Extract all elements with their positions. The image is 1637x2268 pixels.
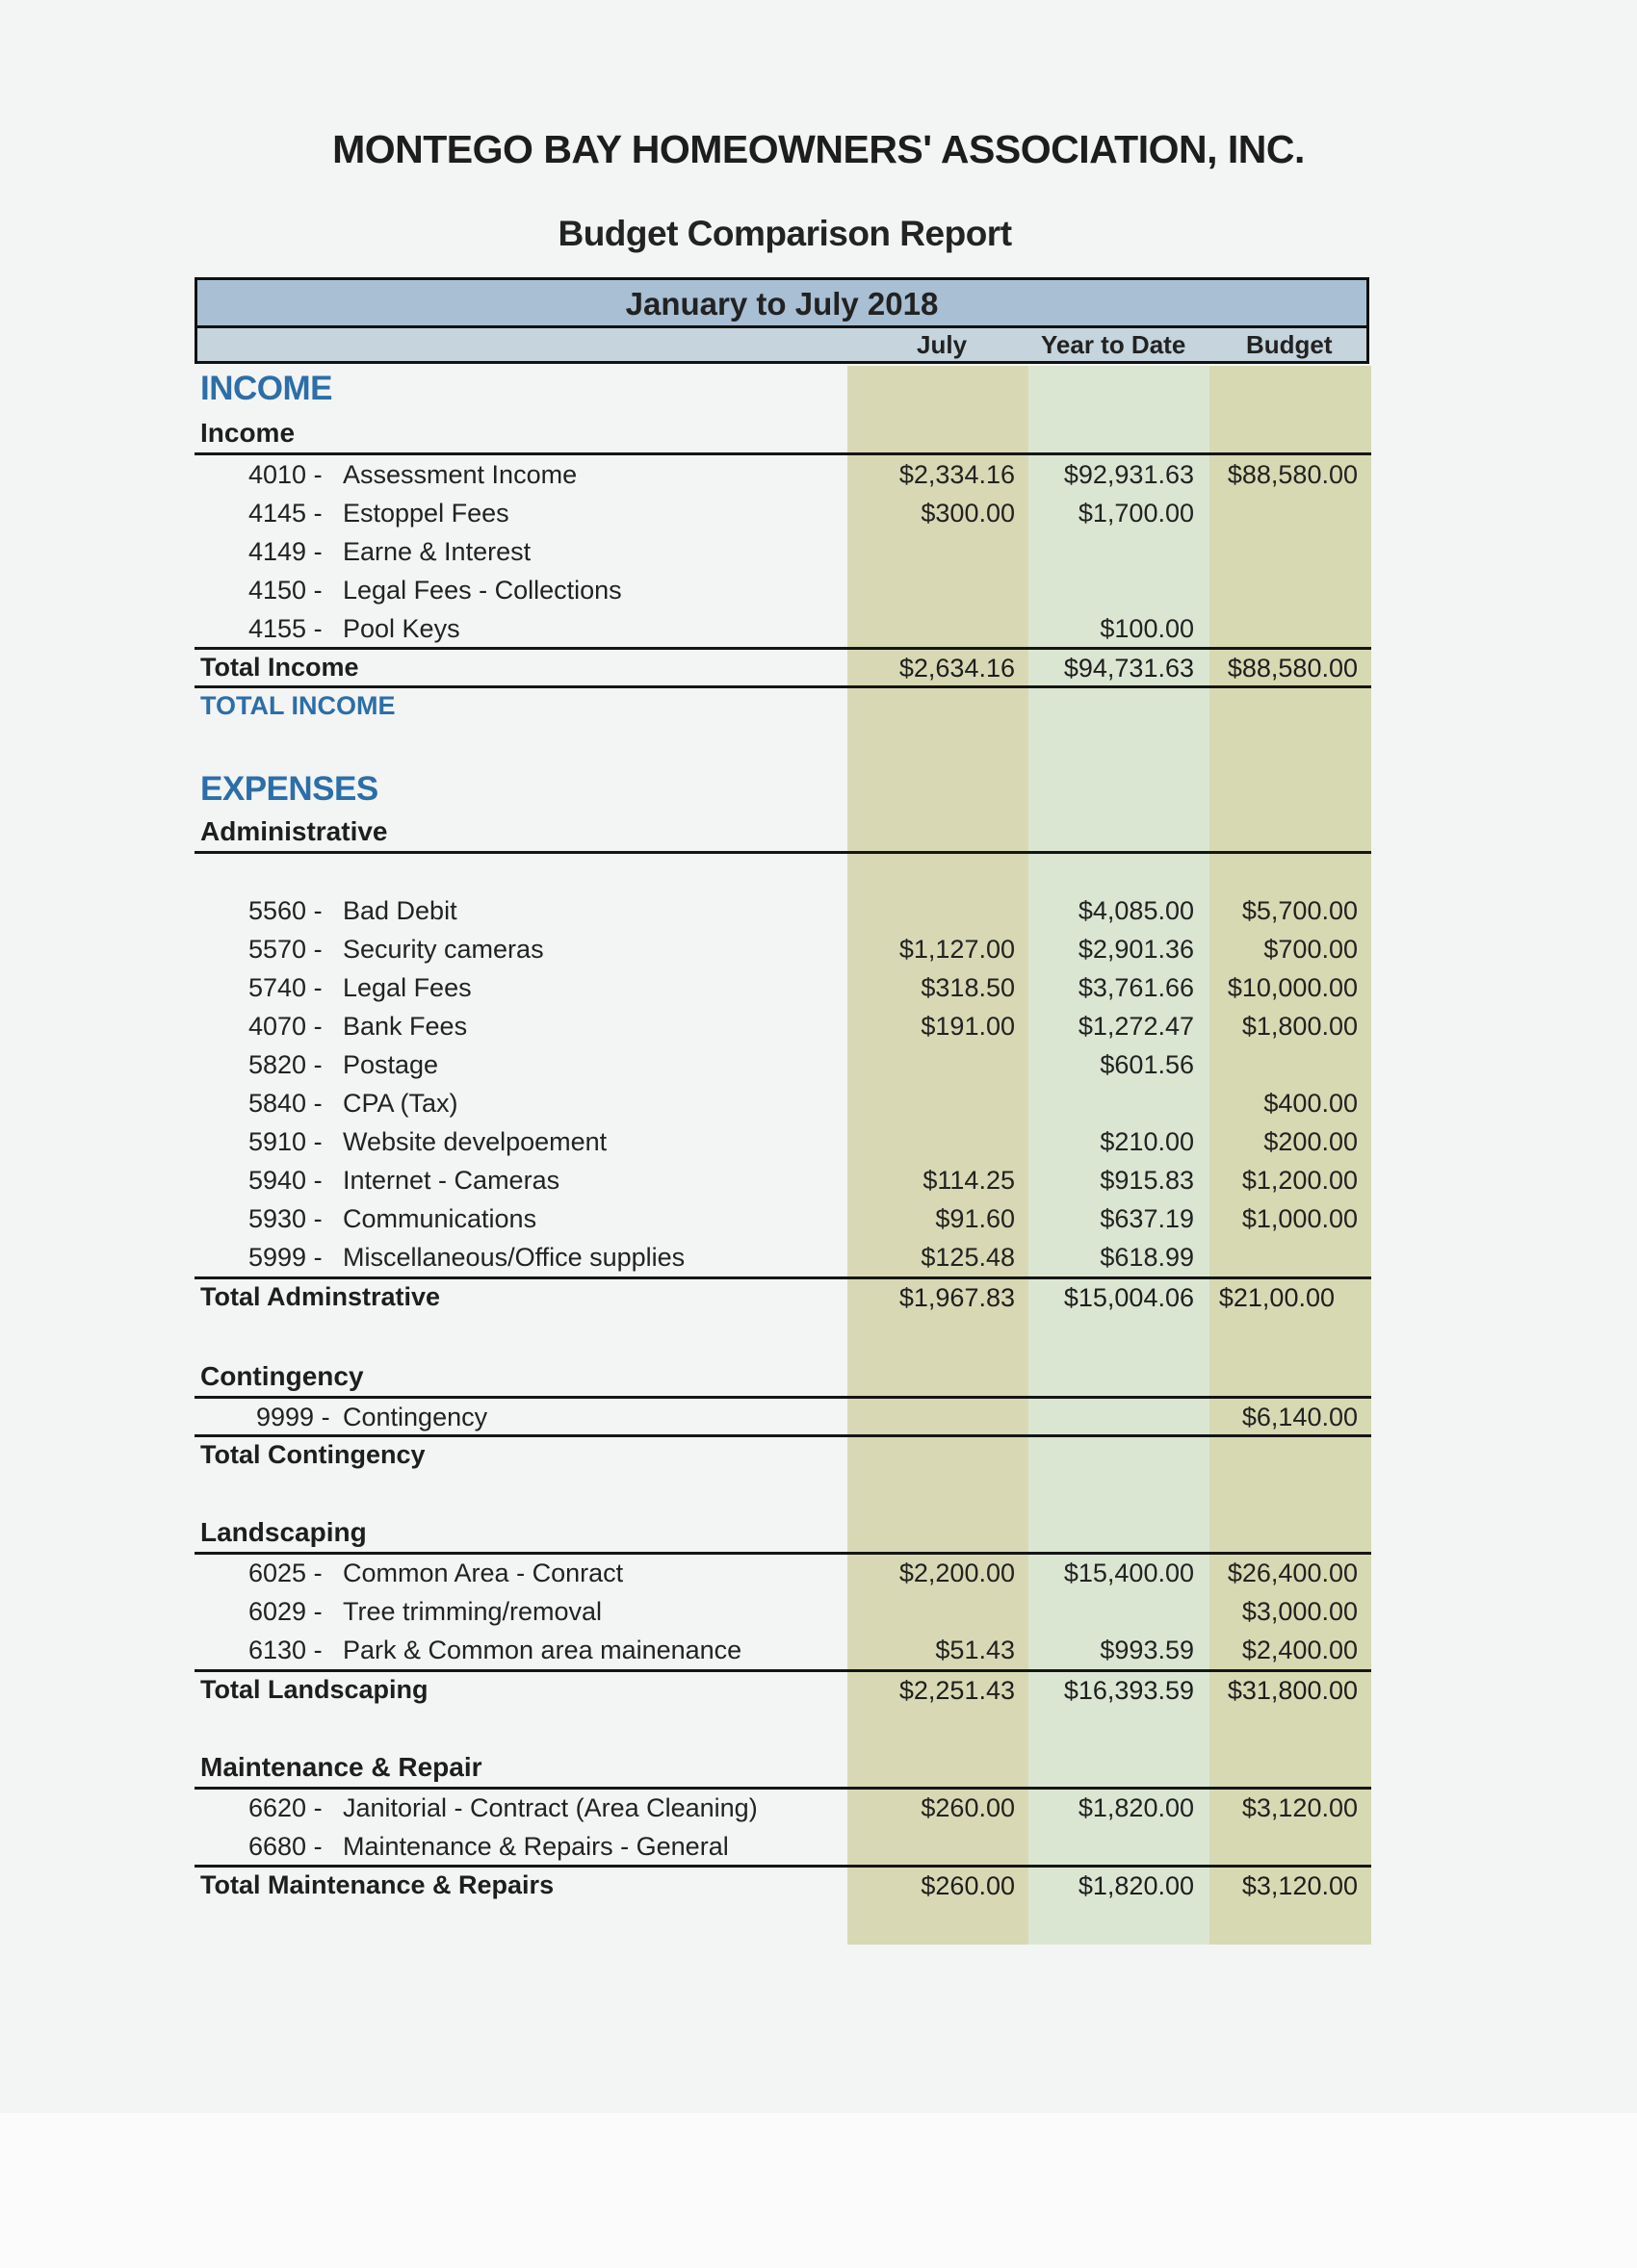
account-code: 6680 - xyxy=(248,1832,323,1861)
total-label: Total Income xyxy=(200,653,359,682)
table-row xyxy=(0,494,1637,532)
ytd-amount: $4,085.00 xyxy=(1078,896,1194,925)
ytd-amount: $637.19 xyxy=(1100,1204,1194,1233)
account-code: 5740 - xyxy=(248,973,323,1002)
income-section-heading: INCOME xyxy=(200,370,332,407)
account-description: Janitorial - Contract (Area Cleaning) xyxy=(343,1793,758,1822)
table-row xyxy=(0,891,1637,930)
july-amount: $260.00 xyxy=(921,1793,1015,1822)
budget-amount: $1,200.00 xyxy=(1241,1166,1358,1195)
ytd-amount: $210.00 xyxy=(1100,1127,1194,1156)
ytd-total: $16,393.59 xyxy=(1063,1676,1194,1705)
landscaping-group-heading: Landscaping xyxy=(200,1517,367,1547)
table-row xyxy=(0,571,1637,609)
account-code: 4150 - xyxy=(248,576,323,605)
account-code: 4149 - xyxy=(248,537,323,566)
table-row xyxy=(0,968,1637,1007)
account-description: Assessment Income xyxy=(343,460,578,489)
report-header xyxy=(195,277,1369,364)
account-code: 6025 - xyxy=(248,1559,323,1587)
ytd-amount: $15,400.00 xyxy=(1063,1559,1194,1587)
account-code: 9999 - xyxy=(256,1403,330,1431)
table-row xyxy=(0,1554,1637,1592)
budget-amount: $700.00 xyxy=(1263,935,1358,964)
total-label: Total Contingency xyxy=(200,1440,426,1469)
account-code: 4070 - xyxy=(248,1012,323,1041)
column-headers xyxy=(197,328,1366,361)
account-description: Legal Fees xyxy=(343,973,472,1002)
ytd-amount: $1,272.47 xyxy=(1078,1012,1194,1041)
budget-amount: $3,000.00 xyxy=(1241,1597,1358,1626)
account-code: 5560 - xyxy=(248,896,323,925)
ytd-total: $1,820.00 xyxy=(1078,1871,1194,1900)
column-header-july: July xyxy=(917,330,968,359)
expenses-section-heading: EXPENSES xyxy=(200,770,378,808)
ytd-amount: $1,820.00 xyxy=(1078,1793,1194,1822)
ytd-amount: $1,700.00 xyxy=(1078,499,1194,528)
ytd-total: $15,004.06 xyxy=(1063,1283,1194,1312)
table-row xyxy=(0,1827,1637,1866)
account-description: Miscellaneous/Office supplies xyxy=(343,1243,686,1272)
july-amount: $2,334.16 xyxy=(898,460,1015,489)
table-row xyxy=(0,1122,1637,1161)
july-total: $260.00 xyxy=(921,1871,1015,1900)
organization-title: MONTEGO BAY HOMEOWNERS' ASSOCIATION, INC. xyxy=(332,127,1305,171)
july-total: $2,634.16 xyxy=(898,654,1015,683)
budget-amount: $6,140.00 xyxy=(1241,1403,1358,1431)
total-row xyxy=(0,1436,1637,1475)
total-label: Total Adminstrative xyxy=(200,1282,441,1311)
account-code: 5999 - xyxy=(248,1243,323,1272)
scan-bottom-strip xyxy=(0,2113,1637,2268)
table-row xyxy=(0,609,1637,648)
total-label: Total Landscaping xyxy=(200,1675,429,1704)
account-code: 5820 - xyxy=(248,1050,323,1079)
account-description: Communications xyxy=(343,1204,537,1233)
budget-total: $3,120.00 xyxy=(1241,1871,1358,1900)
ytd-total: $94,731.63 xyxy=(1063,654,1194,683)
table-row xyxy=(0,532,1637,571)
account-code: 4145 - xyxy=(248,499,323,528)
maintenance-group-heading: Maintenance & Repair xyxy=(200,1752,482,1782)
table-row xyxy=(0,1789,1637,1827)
account-description: Maintenance & Repairs - General xyxy=(343,1832,729,1861)
july-total: $2,251.43 xyxy=(898,1676,1015,1705)
column-header-ytd: Year to Date xyxy=(1041,330,1186,359)
ytd-amount: $618.99 xyxy=(1100,1243,1194,1272)
account-code: 5910 - xyxy=(248,1127,323,1156)
ytd-amount: $915.83 xyxy=(1100,1166,1194,1195)
divider xyxy=(195,685,1371,688)
account-code: 4010 - xyxy=(248,460,323,489)
ytd-amount: $100.00 xyxy=(1100,614,1194,643)
account-description: Park & Common area mainenance xyxy=(343,1636,742,1664)
ytd-amount: $92,931.63 xyxy=(1063,460,1194,489)
account-description: Tree trimming/removal xyxy=(343,1597,603,1626)
table-row xyxy=(0,455,1637,494)
total-label: Total Maintenance & Repairs xyxy=(200,1870,555,1899)
table-row xyxy=(0,1199,1637,1238)
account-description: Bad Debit xyxy=(343,896,457,925)
table-row xyxy=(0,1631,1637,1669)
table-row xyxy=(0,1161,1637,1199)
budget-amount: $88,580.00 xyxy=(1227,460,1358,489)
july-amount: $125.48 xyxy=(921,1243,1015,1272)
table-row xyxy=(0,1398,1637,1436)
income-group-heading: Income xyxy=(200,418,296,448)
column-header-budget: Budget xyxy=(1246,330,1333,359)
administrative-group-heading: Administrative xyxy=(200,816,388,846)
grand-total-income-label: TOTAL INCOME xyxy=(200,691,396,720)
budget-amount: $5,700.00 xyxy=(1241,896,1358,925)
budget-total: $21,00.00 xyxy=(1218,1283,1335,1312)
table-row xyxy=(0,930,1637,968)
total-row xyxy=(0,1867,1637,1905)
account-code: 5840 - xyxy=(248,1089,323,1118)
budget-amount: $1,800.00 xyxy=(1241,1012,1358,1041)
account-description: Common Area - Conract xyxy=(343,1559,624,1587)
account-description: Earne & Interest xyxy=(343,537,532,566)
july-total: $1,967.83 xyxy=(898,1283,1015,1312)
july-amount: $2,200.00 xyxy=(898,1559,1015,1587)
account-description: Internet - Cameras xyxy=(343,1166,560,1195)
july-amount: $1,127.00 xyxy=(898,935,1015,964)
account-description: Estoppel Fees xyxy=(343,499,509,528)
account-description: Postage xyxy=(343,1050,439,1079)
account-description: Bank Fees xyxy=(343,1012,468,1041)
july-amount: $114.25 xyxy=(922,1166,1015,1195)
july-amount: $300.00 xyxy=(921,499,1015,528)
table-row xyxy=(0,1045,1637,1084)
budget-amount: $3,120.00 xyxy=(1241,1793,1358,1822)
account-code: 6130 - xyxy=(248,1636,323,1664)
account-code: 5940 - xyxy=(248,1166,323,1195)
table-row xyxy=(0,1084,1637,1122)
budget-amount: $200.00 xyxy=(1263,1127,1358,1156)
total-row xyxy=(0,1278,1637,1317)
account-code: 6029 - xyxy=(248,1597,323,1626)
period-label: January to July 2018 xyxy=(197,280,1366,328)
budget-total: $88,580.00 xyxy=(1227,654,1358,683)
budget-amount: $10,000.00 xyxy=(1227,973,1358,1002)
ytd-amount: $993.59 xyxy=(1100,1636,1194,1664)
account-description: Website develpoement xyxy=(343,1127,608,1156)
account-code: 6620 - xyxy=(248,1793,323,1822)
divider xyxy=(195,851,1371,854)
contingency-group-heading: Contingency xyxy=(200,1361,364,1391)
ytd-amount: $2,901.36 xyxy=(1078,935,1194,964)
total-row xyxy=(0,649,1637,687)
july-amount: $191.00 xyxy=(921,1012,1015,1041)
table-row xyxy=(0,1238,1637,1276)
budget-amount: $400.00 xyxy=(1263,1089,1358,1118)
account-code: 5570 - xyxy=(248,935,323,964)
account-description: Pool Keys xyxy=(343,614,460,643)
july-amount: $318.50 xyxy=(921,973,1015,1002)
report-title: Budget Comparison Report xyxy=(558,214,1012,253)
july-amount: $51.43 xyxy=(935,1636,1015,1664)
account-description: Contingency xyxy=(343,1403,488,1431)
budget-amount: $26,400.00 xyxy=(1227,1559,1358,1587)
ytd-amount: $3,761.66 xyxy=(1078,973,1194,1002)
table-row xyxy=(0,1007,1637,1045)
ytd-amount: $601.56 xyxy=(1100,1050,1194,1079)
july-amount: $91.60 xyxy=(935,1204,1015,1233)
account-description: CPA (Tax) xyxy=(343,1089,458,1118)
account-description: Security cameras xyxy=(343,935,544,964)
account-description: Legal Fees - Collections xyxy=(343,576,622,605)
budget-total: $31,800.00 xyxy=(1227,1676,1358,1705)
total-row xyxy=(0,1671,1637,1710)
account-code: 4155 - xyxy=(248,614,323,643)
budget-amount: $1,000.00 xyxy=(1241,1204,1358,1233)
budget-amount: $2,400.00 xyxy=(1241,1636,1358,1664)
account-code: 5930 - xyxy=(248,1204,323,1233)
table-row xyxy=(0,1592,1637,1631)
